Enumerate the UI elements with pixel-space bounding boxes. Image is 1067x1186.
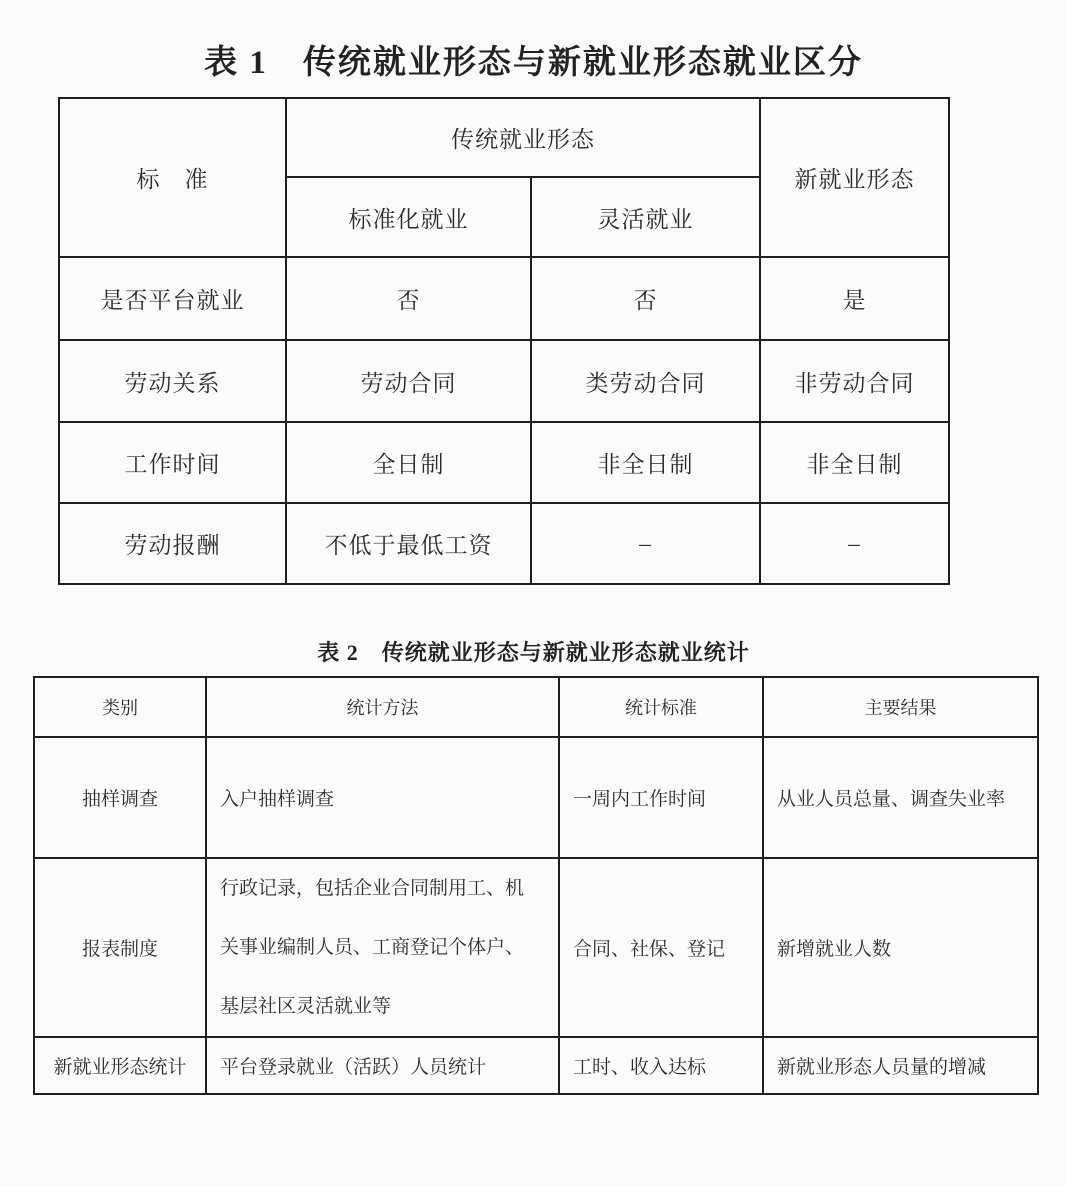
table1-row-label: 工作时间 (59, 422, 286, 503)
table1-header-flexible: 灵活就业 (531, 177, 760, 257)
table2-header-method: 统计方法 (206, 677, 559, 737)
table2-employment-statistics (33, 676, 1039, 1095)
table2-row-reporting-system (34, 858, 1038, 1037)
table1-cell: 否 (286, 257, 531, 340)
table1-row-labor-pay (59, 503, 949, 584)
table1-row-label: 是否平台就业 (59, 257, 286, 340)
table1-row-labor-relation (59, 340, 949, 422)
table2-header-standard: 统计标准 (559, 677, 763, 737)
table2-cell: 从业人员总量、调查失业率 (763, 737, 1038, 858)
table1-cell: – (531, 503, 760, 584)
table1-cell: – (760, 503, 949, 584)
table1-row-label: 劳动报酬 (59, 503, 286, 584)
table2-cell: 合同、社保、登记 (559, 858, 763, 1037)
table1-title: 表 1 传统就业形态与新就业形态就业区分 (204, 45, 863, 81)
table1-cell: 是 (760, 257, 949, 340)
table2-cell: 新增就业人数 (763, 858, 1038, 1037)
table1-cell: 非劳动合同 (760, 340, 949, 422)
table1-header-row-1 (59, 98, 949, 177)
table2-cell: 平台登录就业（活跃）人员统计 (206, 1037, 559, 1094)
table1-row-platform (59, 257, 949, 340)
table1-header-traditional-group: 传统就业形态 (286, 98, 760, 177)
table2-cell: 入户抽样调查 (206, 737, 559, 858)
table2-cell: 工时、收入达标 (559, 1037, 763, 1094)
table1-cell: 类劳动合同 (531, 340, 760, 422)
table1-cell: 全日制 (286, 422, 531, 503)
table2-cell: 新就业形态人员量的增减 (763, 1037, 1038, 1094)
table1-cell: 非全日制 (760, 422, 949, 503)
table2-header-row (34, 677, 1038, 737)
table2-title: 表 2 传统就业形态与新就业形态就业统计 (317, 640, 750, 665)
table1-header-criterion: 标 准 (59, 98, 286, 257)
table2-row-label: 报表制度 (34, 858, 206, 1037)
table2-row-new-form-statistics (34, 1037, 1038, 1094)
table2-cell: 一周内工作时间 (559, 737, 763, 858)
document-page (0, 43, 1067, 1186)
table1-header-standardized: 标准化就业 (286, 177, 531, 257)
table1-row-work-time (59, 422, 949, 503)
table1-cell: 不低于最低工资 (286, 503, 531, 584)
table2-row-label: 抽样调查 (34, 737, 206, 858)
table2-row-sampling-survey (34, 737, 1038, 858)
table1-row-label: 劳动关系 (59, 340, 286, 422)
table2-cell: 行政记录，包括企业合同制用工、机关事业编制人员、工商登记个体户、基层社区灵活就业等 (206, 858, 559, 1037)
table2-row-label: 新就业形态统计 (34, 1037, 206, 1094)
table2-header-result: 主要结果 (763, 677, 1038, 737)
table1-cell: 非全日制 (531, 422, 760, 503)
table2-header-category: 类别 (34, 677, 206, 737)
table1-cell: 劳动合同 (286, 340, 531, 422)
table1-cell: 否 (531, 257, 760, 340)
table1-header-new-form: 新就业形态 (760, 98, 949, 257)
table1-employment-distinction (58, 97, 950, 585)
